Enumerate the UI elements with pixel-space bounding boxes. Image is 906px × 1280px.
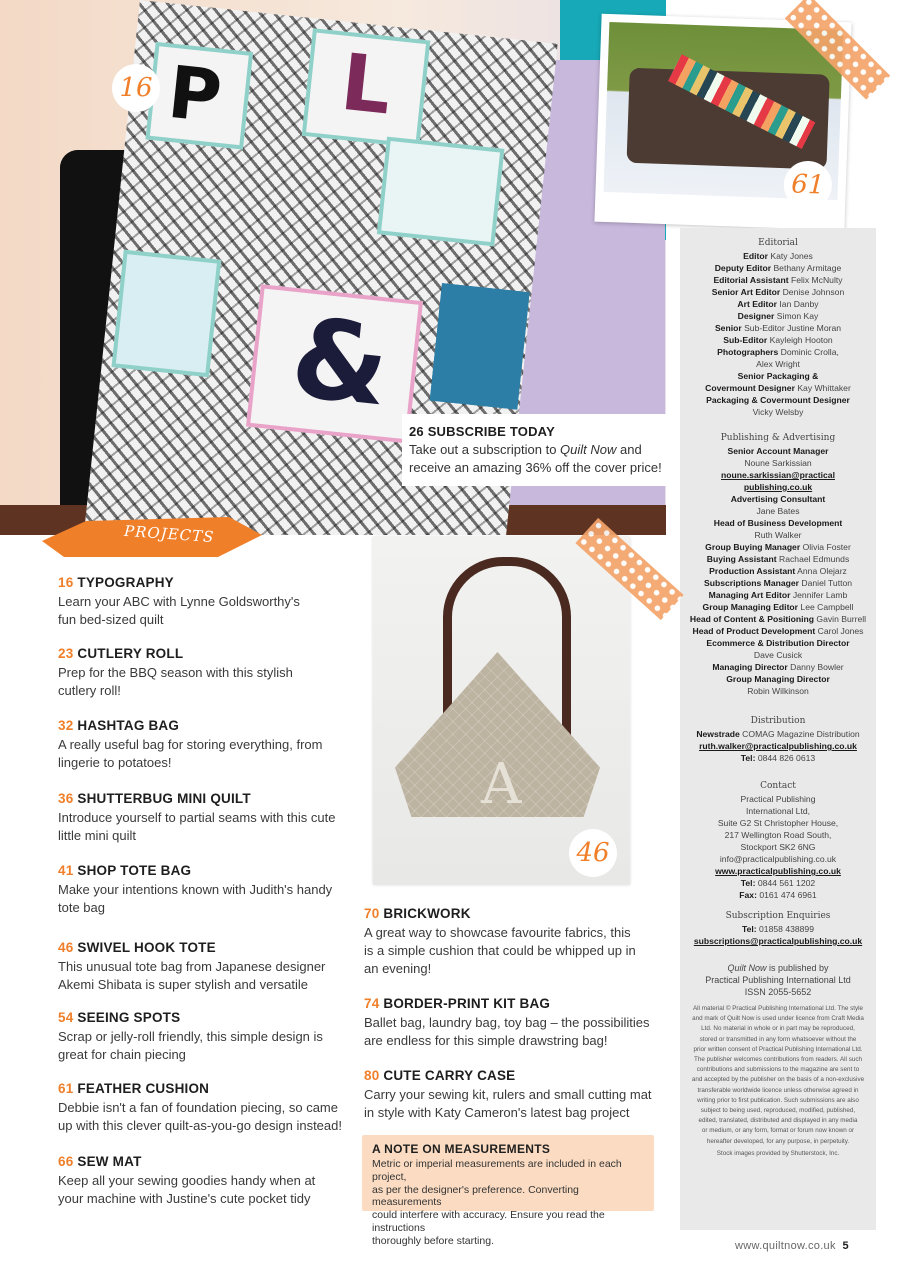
banner-title: PROJECTS xyxy=(123,521,215,547)
masthead-line: Group Buying Manager Olivia Foster xyxy=(705,542,851,552)
masthead-line: Head of Business Development xyxy=(713,518,843,528)
project-title: 66 SEW MAT xyxy=(58,1154,142,1169)
project-desc: Scrap or jelly-roll friendly, this simple design is great for chain piecing xyxy=(58,1029,323,1062)
project-item[interactable] xyxy=(58,575,358,629)
masthead-line: Suite G2 St Christopher House, xyxy=(717,818,839,828)
masthead-distribution xyxy=(680,715,876,764)
masthead-line: Vicky Welsby xyxy=(752,407,804,417)
quilt-letter: P xyxy=(164,49,226,139)
legal-line: Ltd. No material in whole or in part may be reproduced, xyxy=(701,1025,855,1033)
masthead-line[interactable]: publishing.co.uk xyxy=(743,482,813,492)
masthead-line: Tel: 01858 438899 xyxy=(742,924,814,934)
masthead-line: 217 Wellington Road South, xyxy=(724,830,832,840)
project-title: 80 CUTE CARRY CASE xyxy=(364,1068,516,1083)
bag-photo xyxy=(373,537,630,885)
page-footer xyxy=(735,1240,849,1252)
project-item[interactable] xyxy=(58,791,358,845)
masthead-line: Editorial Assistant Felix McNulty xyxy=(713,275,843,285)
masthead-publisher xyxy=(680,962,876,998)
project-item[interactable] xyxy=(364,996,664,1050)
masthead-publishing xyxy=(680,432,876,697)
project-desc: This unusual tote bag from Japanese designer Akemi Shibata is super stylish and versatile xyxy=(58,959,326,992)
project-item[interactable] xyxy=(364,1068,664,1122)
subscribe-box[interactable] xyxy=(402,414,666,486)
project-page-number: 36 xyxy=(58,791,74,806)
masthead-line[interactable]: ruth.walker@practicalpublishing.co.uk xyxy=(699,741,857,751)
quilt-letter: L xyxy=(336,37,396,133)
masthead-line: Designer Simon Kay xyxy=(737,311,819,321)
quilt-block xyxy=(145,42,253,150)
masthead-line: Art Editor Ian Danby xyxy=(737,299,819,309)
project-item[interactable] xyxy=(58,646,358,700)
legal-line: writing prior to first publication. Such submissions are also xyxy=(697,1096,859,1104)
masthead-line: info@practicalpublishing.co.uk xyxy=(719,854,837,864)
project-title: 36 SHUTTERBUG MINI QUILT xyxy=(58,791,251,806)
masthead-line: Practical Publishing International Ltd xyxy=(705,975,851,985)
legal-line: and accepted by the publisher on the basis of a non-exclusive xyxy=(691,1076,865,1084)
masthead-line: Jane Bates xyxy=(756,506,800,516)
masthead-line: Tel: 0844 826 0613 xyxy=(740,753,816,763)
publishing-heading: Publishing & Advertising xyxy=(720,433,836,443)
masthead-line: Managing Art Editor Jennifer Lamb xyxy=(708,590,848,600)
project-title: 74 BORDER-PRINT KIT BAG xyxy=(364,996,551,1011)
page-number: 5 xyxy=(842,1240,849,1252)
page-ref-badge: 61 xyxy=(783,160,833,210)
legal-line: stored or transmitted in any form whatsoever without the xyxy=(699,1035,857,1043)
project-title: 61 FEATHER CUSHION xyxy=(58,1081,210,1096)
masthead-line: Senior Packaging & xyxy=(737,371,819,381)
masthead-line: Tel: 0844 561 1202 xyxy=(740,878,816,888)
quilt-block xyxy=(111,250,221,378)
legal-line: All material © Practical Publishing International Ltd. The style xyxy=(692,1005,864,1012)
masthead-line: Buying Assistant Rachael Edmunds xyxy=(706,554,850,564)
quilt-block xyxy=(302,28,431,148)
masthead-line: Senior Account Manager xyxy=(727,446,829,456)
masthead-line: Packaging & Covermount Designer xyxy=(706,395,850,405)
project-desc: A great way to showcase favourite fabrics, this is a simple cushion that could be whipped up in an evening! xyxy=(364,925,636,976)
project-page-number: 32 xyxy=(58,718,74,733)
editorial-heading: Editorial xyxy=(758,238,798,248)
masthead-line: International Ltd, xyxy=(745,806,811,816)
project-page-number: 23 xyxy=(58,646,74,661)
note-text: Metric or imperial measurements are included in each project, as per the designer's preference. Converting measurements could interfere with accuracy. Ensure you read the instructions thoroughly before starting. xyxy=(372,1158,622,1247)
legal-line: edited, translated, distributed and displayed in any media xyxy=(698,1117,858,1125)
masthead-line[interactable]: www.practicalpublishing.co.uk xyxy=(715,866,841,876)
legal-line: subject to being used, reproduced, modified, published, xyxy=(700,1107,856,1115)
project-title: 70 BRICKWORK xyxy=(364,906,471,921)
quilt-block xyxy=(246,284,423,443)
quilt-letter: & xyxy=(285,293,395,431)
project-desc: Carry your sewing kit, rulers and small cutting mat in style with Katy Cameron's latest bag project xyxy=(364,1087,652,1120)
masthead-line: Practical Publishing xyxy=(740,794,816,804)
masthead-line[interactable]: subscriptions@practicalpublishing.co.uk xyxy=(693,936,863,946)
project-item[interactable] xyxy=(364,906,664,978)
masthead-line: Ruth Walker xyxy=(754,530,802,540)
project-item[interactable] xyxy=(58,718,358,772)
masthead-line: Subscriptions Manager Daniel Tutton xyxy=(703,578,853,588)
legal-line: or medium, or any form, format or forum now known or xyxy=(701,1127,855,1135)
masthead-line: Senior Art Editor Denise Johnson xyxy=(711,287,845,297)
subscribe-desc: Take out a subscription to Quilt Now and receive an amazing 36% off the cover price! xyxy=(409,442,662,475)
masthead-legal xyxy=(680,1004,876,1147)
site-url[interactable]: www.quiltnow.co.uk xyxy=(735,1240,836,1252)
project-desc: Learn your ABC with Lynne Goldsworthy's fun bed-sized quilt xyxy=(58,594,300,627)
project-desc: A really useful bag for storing everything, from lingerie to potatoes! xyxy=(58,737,323,770)
masthead-line: Advertising Consultant xyxy=(730,494,826,504)
subscriptions-heading: Subscription Enquiries xyxy=(725,911,831,921)
project-page-number: 74 xyxy=(364,996,380,1011)
page-ref-badge: 46 xyxy=(569,829,617,877)
project-page-number: 46 xyxy=(58,940,74,955)
legal-line: prior written consent of Practical Publishing International Ltd. xyxy=(693,1045,863,1053)
masthead-line: Alex Wright xyxy=(756,359,800,369)
measurements-note xyxy=(362,1135,654,1247)
masthead-line: Fax: 0161 474 6961 xyxy=(739,890,817,900)
project-title: 32 HASHTAG BAG xyxy=(58,718,180,733)
masthead-line: Noune Sarkissian xyxy=(744,458,812,468)
project-page-number: 70 xyxy=(364,906,380,921)
stock-credit: Stock images provided by Shutterstock, Inc. xyxy=(716,1150,840,1157)
masthead-line: Head of Product Development Carol Jones xyxy=(692,626,864,636)
project-page-number: 61 xyxy=(58,1081,74,1096)
project-desc: Make your intentions known with Judith's handy tote bag xyxy=(58,882,333,915)
masthead-editorial xyxy=(680,237,876,418)
legal-line: The publisher welcomes contributions from readers. All such xyxy=(694,1056,862,1064)
masthead-line: Production Assistant Anna Olejarz xyxy=(709,566,847,576)
masthead-line[interactable]: noune.sarkissian@practical xyxy=(721,470,835,480)
project-desc: Keep all your sewing goodies handy when at your machine with Justine's cute pocket tidy xyxy=(58,1173,316,1206)
masthead-line: Newstrade COMAG Magazine Distribution xyxy=(696,729,860,739)
project-item[interactable] xyxy=(58,940,358,994)
quilt-block xyxy=(430,283,530,410)
masthead-line: Group Managing Director xyxy=(726,674,830,684)
legal-line: and mark of Quilt Now is used under licence from Craft Media xyxy=(692,1015,864,1023)
project-page-number: 54 xyxy=(58,1010,74,1025)
project-page-number: 16 xyxy=(58,575,74,590)
masthead-line: Editor Katy Jones xyxy=(743,251,813,261)
masthead-subscriptions xyxy=(680,910,876,947)
note-title: A NOTE ON MEASUREMENTS xyxy=(372,1142,551,1156)
masthead-line: Senior Sub-Editor Justine Moran xyxy=(714,323,842,333)
project-desc: Ballet bag, laundry bag, toy bag – the possibilities are endless for this simple drawstring bag! xyxy=(364,1015,650,1048)
masthead-line: Stockport SK2 6NG xyxy=(740,842,816,852)
distribution-heading: Distribution xyxy=(750,716,806,726)
project-item[interactable] xyxy=(58,863,358,917)
masthead-line: Ecommerce & Distribution Director xyxy=(706,638,850,648)
masthead-line: Photographers Dominic Crolla, xyxy=(717,347,839,357)
contact-heading: Contact xyxy=(760,781,796,791)
bag-letter: A xyxy=(481,752,522,817)
project-item[interactable] xyxy=(58,1010,358,1064)
legal-line: contributions and submissions to the magazine are sent to xyxy=(696,1066,860,1074)
page-ref-badge: 16 xyxy=(112,64,160,112)
masthead-line: Quilt Now is published by xyxy=(727,963,829,973)
masthead-line: Covermount Designer Kay Whittaker xyxy=(705,383,851,393)
masthead-line: Robin Wilkinson xyxy=(747,686,809,696)
masthead-line: Sub-Editor Kayleigh Hooton xyxy=(723,335,833,345)
project-title: 23 CUTLERY ROLL xyxy=(58,646,184,661)
masthead-line: Group Managing Editor Lee Campbell xyxy=(702,602,854,612)
project-page-number: 80 xyxy=(364,1068,380,1083)
quilt-block xyxy=(377,137,505,247)
projects-banner xyxy=(42,517,262,557)
project-page-number: 66 xyxy=(58,1154,74,1169)
project-title: 46 SWIVEL HOOK TOTE xyxy=(58,940,216,955)
masthead-line: Managing Director Danny Bowler xyxy=(712,662,844,672)
masthead-line: Deputy Editor Bethany Armitage xyxy=(714,263,842,273)
masthead-line: Dave Cusick xyxy=(753,650,803,660)
project-desc: Introduce yourself to partial seams with this cute little mini quilt xyxy=(58,810,336,843)
project-desc: Prep for the BBQ season with this stylish cutlery roll! xyxy=(58,665,293,698)
project-page-number: 41 xyxy=(58,863,74,878)
project-desc: Debbie isn't a fan of foundation piecing, so came up with this clever quilt-as-you-go design instead! xyxy=(58,1100,342,1133)
project-item[interactable] xyxy=(58,1081,358,1135)
project-title: 16 TYPOGRAPHY xyxy=(58,575,174,590)
masthead-line: Head of Content & Positioning Gavin Burrell xyxy=(689,614,867,624)
legal-line: transferable worldwide licence unless otherwise agreed in xyxy=(697,1086,859,1094)
project-title: 41 SHOP TOTE BAG xyxy=(58,863,192,878)
project-item[interactable] xyxy=(58,1154,358,1208)
masthead-line: ISSN 2055-5652 xyxy=(744,987,812,997)
masthead-contact xyxy=(680,780,876,901)
legal-line: hereafter developed, for any purpose, in perpetuity. xyxy=(706,1137,850,1145)
project-title: 54 SEEING SPOTS xyxy=(58,1010,181,1025)
subscribe-title: 26 SUBSCRIBE TODAY xyxy=(409,424,555,439)
